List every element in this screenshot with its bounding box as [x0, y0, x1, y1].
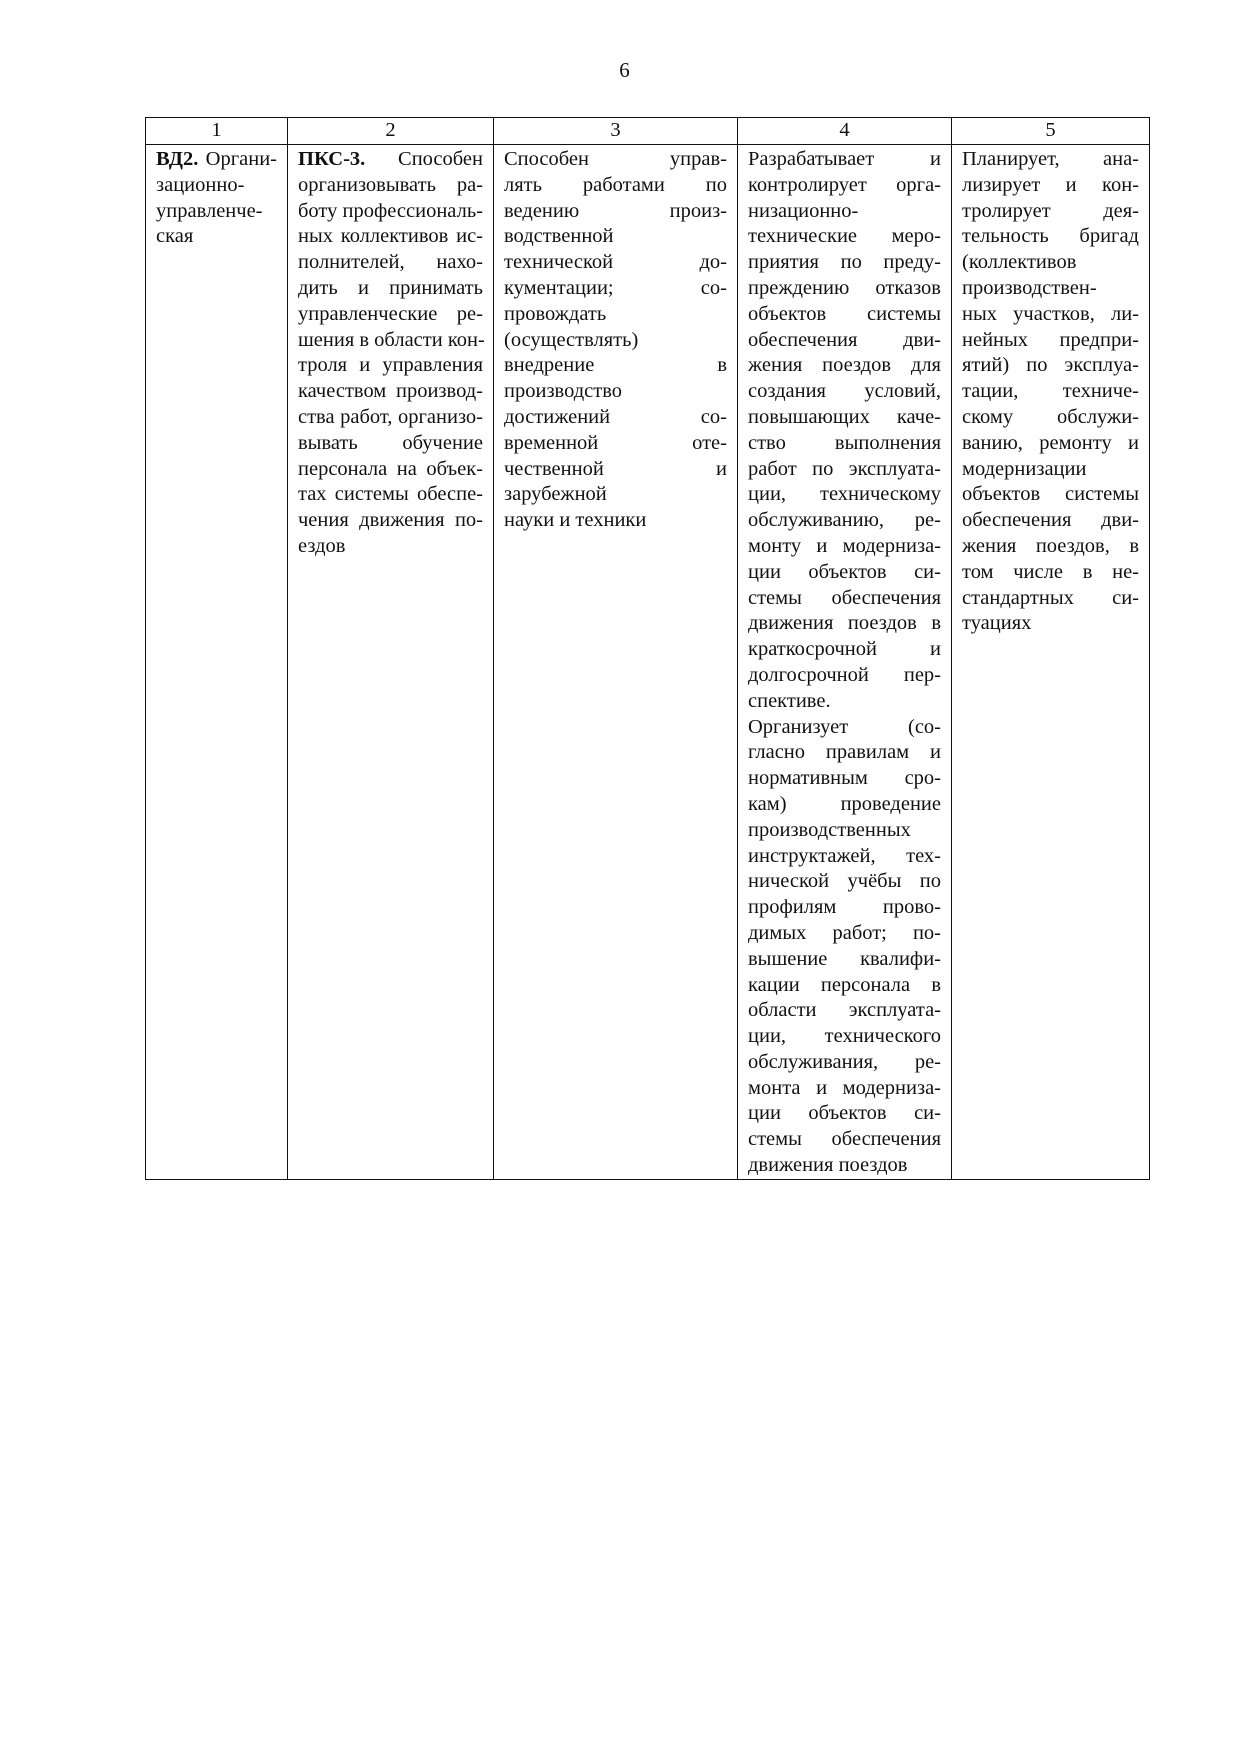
- text-line: [156, 147, 277, 173]
- text-line: нической учёбы по: [748, 870, 941, 893]
- text-line: лизирует и кон-: [962, 173, 1139, 196]
- activity-type-cell: [146, 145, 288, 1180]
- text-line: ных участков, ли-: [962, 302, 1139, 325]
- text-line: персонала на объек-: [298, 457, 483, 480]
- text-line: обслуживанию, ре-: [748, 509, 941, 532]
- text-line: дить и принимать: [298, 276, 483, 299]
- text-line: нейных предпри-: [962, 328, 1139, 351]
- text-line: тах системы обеспе-: [298, 483, 483, 506]
- text-line: Разрабатывает и: [748, 148, 941, 170]
- text-line: инструктажей, тех-: [748, 844, 941, 867]
- text-line: нормативным сро-: [748, 767, 941, 790]
- text-line: гласно правилам и: [748, 741, 941, 764]
- text-line: боту профессиональ-: [298, 199, 483, 222]
- text-line: движения поездов в: [748, 612, 941, 635]
- text-line: монта и модерниза-: [748, 1076, 941, 1099]
- text-line: лять работами по: [504, 173, 727, 196]
- text-line: качеством производ-: [298, 380, 483, 403]
- text-line: ская: [156, 225, 194, 248]
- text-line: вышение квалифи-: [748, 947, 941, 970]
- text-line: [298, 147, 483, 173]
- text-line: повышающих каче-: [748, 405, 941, 428]
- text-line-rest: Органи-: [205, 148, 277, 170]
- text-line: зационно-: [156, 173, 245, 196]
- text-line: троля и управления: [298, 354, 483, 377]
- text-line: обеспечения дви-: [962, 509, 1139, 532]
- header-cell: 4: [738, 118, 952, 145]
- text-line: кации персонала в: [748, 973, 941, 996]
- text-line: тельность бригад: [962, 225, 1139, 248]
- text-line: зарубежной: [504, 483, 607, 506]
- text-line: (осуществлять): [504, 328, 639, 351]
- text-line: чения движения по-: [298, 509, 483, 532]
- header-cell: 5: [952, 118, 1150, 145]
- header-cell: 2: [288, 118, 494, 145]
- text-line: чественной и: [504, 457, 727, 480]
- text-line: ванию, ремонту и: [962, 431, 1139, 454]
- table-header-row: [146, 118, 1150, 145]
- text-line: ведению произ-: [504, 199, 727, 222]
- text-line: жения поездов для: [748, 354, 941, 377]
- text-line: кам) проведение: [748, 792, 941, 815]
- text-line: Планирует, ана-: [962, 148, 1139, 170]
- text-line: производственных: [748, 818, 911, 841]
- text-line: объектов системы: [748, 302, 941, 325]
- text-line: технические меро-: [748, 225, 941, 248]
- text-line: технической до-: [504, 251, 727, 274]
- ability-cell: [494, 145, 738, 1180]
- text-line: провождать: [504, 302, 607, 325]
- text-line: ство выполнения: [748, 431, 941, 454]
- text-line: ции объектов си-: [748, 1102, 941, 1125]
- competency-cell: [288, 145, 494, 1180]
- text-line: стемы обеспечения: [748, 586, 941, 609]
- text-line: том числе в не-: [962, 560, 1139, 583]
- text-line: низационно-: [748, 199, 859, 222]
- text-line: обеспечения дви-: [748, 328, 941, 351]
- text-line: создания условий,: [748, 380, 941, 403]
- text-line: долгосрочной пер-: [748, 663, 941, 686]
- text-line: спективе.: [748, 689, 831, 712]
- text-line: водственной: [504, 225, 614, 248]
- text-line: объектов системы: [962, 483, 1139, 506]
- text-line: (коллективов: [962, 251, 1077, 274]
- text-line: ятий) по эксплуа-: [962, 354, 1139, 377]
- text-line: профилям прово-: [748, 896, 941, 919]
- text-line: кументации; со-: [504, 276, 727, 299]
- text-line: обслуживания, ре-: [748, 1050, 941, 1073]
- bold-code: ВД2.: [156, 148, 199, 170]
- text-line: управленческие ре-: [298, 302, 483, 325]
- text-line: преждению отказов: [748, 276, 941, 299]
- text-line: ции объектов си-: [748, 560, 941, 583]
- text-line: контролирует орга-: [748, 173, 941, 196]
- text-line: полнителей, нахо-: [298, 251, 483, 274]
- text-line: области эксплуата-: [748, 999, 941, 1022]
- text-line: краткосрочной и: [748, 638, 941, 661]
- text-line: производство: [504, 380, 623, 403]
- text-line: приятия по преду-: [748, 251, 941, 274]
- text-line: ции, технического: [748, 1025, 941, 1048]
- text-line: движения поездов: [748, 1154, 908, 1177]
- text-line: тролирует дея-: [962, 199, 1139, 222]
- text-line: производствен-: [962, 276, 1097, 299]
- header-cell: 3: [494, 118, 738, 145]
- text-line: модернизации: [962, 457, 1087, 480]
- text-line: управленче-: [156, 199, 263, 222]
- text-line: временной оте-: [504, 431, 727, 454]
- page-number: 6: [619, 58, 630, 82]
- text-line: стандартных си-: [962, 586, 1139, 609]
- text-line: Организует (со-: [748, 715, 941, 738]
- text-line: ции, техническому: [748, 483, 941, 506]
- labor-function-cell: [738, 145, 952, 1180]
- text-line: туациях: [962, 612, 1032, 635]
- text-line: скому обслужи-: [962, 405, 1139, 428]
- text-line: ных коллективов ис-: [298, 225, 483, 248]
- competency-table: [145, 117, 1150, 1180]
- text-line: науки и техники: [504, 509, 647, 532]
- labor-action-cell: [952, 145, 1150, 1180]
- text-line: достижений со-: [504, 405, 727, 428]
- text-line: жения поездов, в: [962, 534, 1139, 557]
- text-line: внедрение в: [504, 354, 727, 377]
- text-line: организовывать ра-: [298, 173, 483, 196]
- text-line: монту и модерниза-: [748, 534, 941, 557]
- text-line: работ по эксплуата-: [748, 457, 941, 480]
- text-line: вывать обучение: [298, 431, 483, 454]
- text-line: шения в области кон-: [298, 328, 485, 351]
- text-line: ездов: [298, 534, 346, 557]
- text-line: Способен управ-: [504, 148, 727, 170]
- text-line-rest: Способен: [398, 148, 483, 170]
- bold-code: ПКС-3.: [298, 148, 366, 170]
- table-row: [146, 145, 1150, 1180]
- text-line: ства работ, организо-: [298, 405, 483, 428]
- text-line: тации, техниче-: [962, 380, 1139, 403]
- header-cell: 1: [146, 118, 288, 145]
- text-line: димых работ; по-: [748, 921, 941, 944]
- text-line: стемы обеспечения: [748, 1128, 941, 1151]
